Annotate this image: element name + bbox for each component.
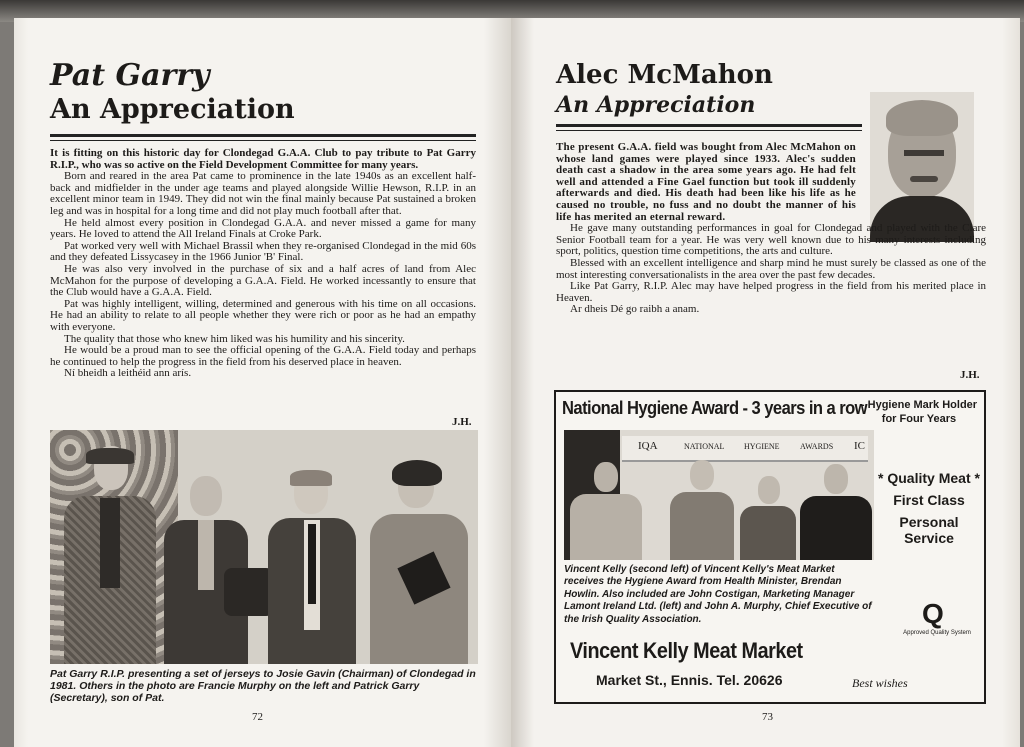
- person-francie-murphy: [64, 446, 154, 664]
- ad-feature-first-class: First Class: [893, 492, 965, 508]
- article-paragraph: Pat was highly intelligent, willing, determined and generous with his time on all occasions. He had an ability to relate to all people whether they were rich or poor as he had an empathy with everyone.: [50, 297, 476, 333]
- person-brendan-howlin: [740, 476, 796, 560]
- left-page-number: 72: [252, 711, 263, 723]
- right-page-number: 73: [762, 711, 773, 723]
- alec-script-subtitle: An Appreciation: [556, 92, 756, 118]
- ad-headline: National Hygiene Award - 3 years in a row: [562, 398, 867, 418]
- ad-business-name: Vincent Kelly Meat Market: [570, 638, 803, 663]
- right-title-rule-thin: [556, 130, 862, 131]
- jersey-photo-caption: Pat Garry R.I.P. presenting a set of jerseys to Josie Gavin (Chairman) of Clondegad in 1981. Others in the photo are Francie Murphy on the left and Patrick Garry (Secretary), son of Pat.: [50, 668, 476, 704]
- banner-text-hygiene: HYGIENE: [744, 442, 780, 451]
- right-signature: J.H.: [960, 369, 980, 381]
- article-paragraph: Ní bheidh a leithéid ann arís.: [64, 367, 192, 380]
- alec-mcmahon-article: [556, 142, 986, 316]
- article-paragraph: He was also very involved in the purchase of six and a half acres of land from Alec McMahon for the purpose of developing a G.A.A. Field. He worked incessantly to ensure that the Club would have a G.A.A. Field.: [50, 262, 476, 299]
- person-john-costigan: [570, 462, 640, 560]
- left-title-rule: [50, 134, 476, 137]
- left-page: [14, 18, 512, 747]
- quality-logo-text: Approved Quality System: [903, 630, 971, 636]
- article-paragraph: Ar dheis Dé go raibh a anam.: [570, 303, 700, 316]
- jersey-presentation-photo: [50, 430, 478, 664]
- person-pat-garry: [164, 476, 246, 664]
- ad-feature-personal-service: Personal Service: [899, 514, 959, 546]
- left-title-rule-thin: [50, 140, 476, 141]
- ad-address: Market St., Ennis. Tel. 20626: [596, 672, 783, 688]
- banner-text-ic: IC: [854, 440, 865, 452]
- award-photo-caption: Vincent Kelly (second left) of Vincent Kelly's Meat Market receives the Hygiene Award from Health Minister, Brendan Howlin. Also included are John Costigan, Marketing Manager Lamont Ireland Ltd. (left) and John A. Murphy, Chief Executive of the Irish Quality Association.: [564, 564, 872, 625]
- person-josie-gavin: [264, 470, 358, 664]
- left-signature: J.H.: [452, 416, 472, 428]
- article-paragraph: The present G.A.A. field was bought from Alec McMahon on whose land games were played since 1933. Alec's sudden death cast a shadow in the area some years ago. He had felt well and attended a Fine Gael function but took ill suddenly afterwards and died. His death had been like his life as he caused no trouble, no fuss and no doubt the manner of his life has merited an eternal reward.: [556, 141, 856, 223]
- person-patrick-garry: [368, 460, 468, 664]
- vincent-kelly-advertisement: [554, 390, 986, 704]
- article-paragraph: Blessed with an excellent intelligence and sharp mind he must surely be classed as one of the most interesting conversationalists in the area over the past few decades.: [556, 256, 986, 281]
- banner-text-iqa: IQA: [638, 440, 658, 452]
- right-page: [512, 18, 1020, 747]
- quality-logo-letter: Q: [922, 598, 944, 629]
- article-paragraph: Like Pat Garry, R.I.P. Alec may have helped progress in the field from his merited place in Heaven.: [556, 280, 986, 304]
- ad-best-wishes: Best wishes: [852, 676, 908, 690]
- pat-garry-script-title: Pat Garry: [50, 58, 210, 93]
- person-john-murphy: [800, 464, 872, 560]
- article-paragraph: He would be a proud man to see the official opening of the G.A.A. Field today and perhaps he continued to help the progress in the field from his deserved place in heaven.: [50, 344, 476, 368]
- banner-text-awards: AWARDS: [800, 442, 834, 451]
- article-paragraph: Pat worked very well with Michael Brassil when they re-organised Clondegad in the mid 60s and they defeated Lissycasey in the 1966 Junior 'B' Final.: [50, 239, 476, 264]
- right-page-title: Alec McMahon: [556, 60, 773, 90]
- ad-feature-quality-meat: * Quality Meat *: [878, 470, 980, 486]
- article-paragraph: The quality that those who knew him liked was his humility and his sincerity.: [64, 332, 405, 345]
- ad-hygiene-mark-holder: - Hygiene Mark Holder for Four Years: [860, 399, 978, 425]
- person-vincent-kelly: [670, 460, 734, 560]
- article-paragraph: He held almost every position in Clondegad G.A.A. and never missed a game for many years. He loved to attend the All Ireland Finals at Croke Park.: [50, 216, 476, 241]
- right-title-rule: [556, 124, 862, 127]
- banner-text-national: NATIONAL: [684, 442, 725, 451]
- article-paragraph: Born and reared in the area Pat came to prominence in the late 1940s as an excellent half-back and midfielder in the under age teams and played alongside Willie Hewson, R.I.P. in an excellent minor team in 1949. They did not win the final mainly because Pat sustained a broken leg and was in hospital for a long time and did not play much football after that.: [50, 170, 476, 217]
- article-paragraph: It is fitting on this historic day for Clondegad G.A.A. Club to pay tribute to Pat Garry R.I.P., who was so active on the Field Development Committee for many years.: [50, 147, 476, 171]
- award-photo: [564, 430, 874, 560]
- pat-garry-article: [50, 148, 476, 380]
- left-page-title: An Appreciation: [50, 94, 295, 125]
- approved-quality-logo: [902, 600, 972, 650]
- article-paragraph: He gave many outstanding performances in goal for Clondegad and played with the Clare Senior Football team for a year. He was very well known due to his many interests including sport, politics, question time competitions, the arts and culture.: [556, 222, 986, 258]
